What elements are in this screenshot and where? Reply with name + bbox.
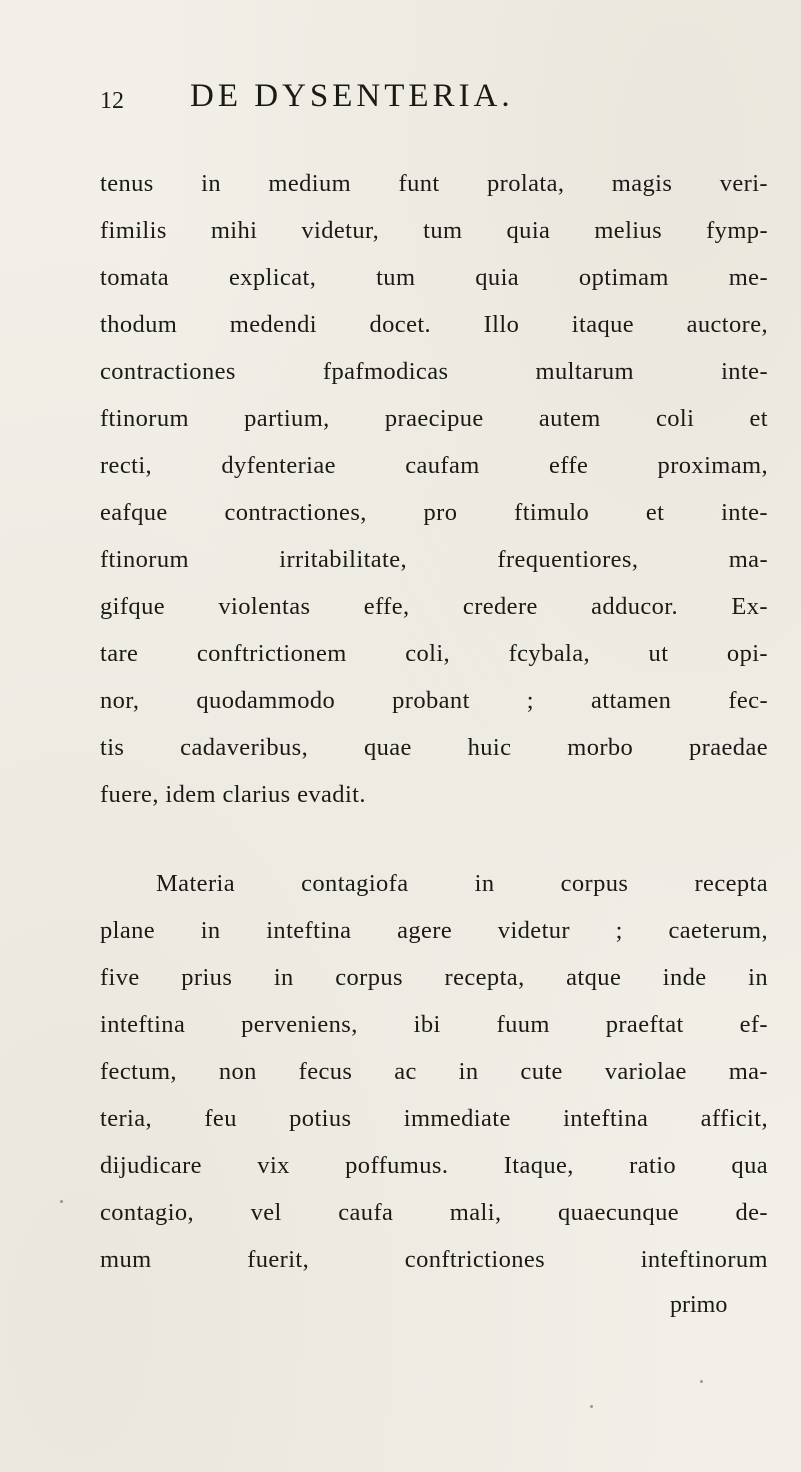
text-line: ftinorum irritabilitate, frequentiores, ma- bbox=[100, 546, 768, 573]
text-line: gifque violentas effe, credere adducor. Ex- bbox=[100, 593, 768, 620]
text-line: plane in inteftina agere videtur ; caeterum, bbox=[100, 917, 768, 944]
text-line: tare conftrictionem coli, fcybala, ut opi- bbox=[100, 640, 768, 667]
text-line: tis cadaveribus, quae huic morbo praedae bbox=[100, 734, 768, 761]
text-line: fuere, idem clarius evadit. bbox=[100, 781, 366, 808]
page-header bbox=[100, 78, 740, 122]
text-line: tomata explicat, tum quia optimam me- bbox=[100, 264, 768, 291]
paper-speck bbox=[700, 1380, 703, 1383]
text-line: Materia contagiofa in corpus recepta bbox=[156, 870, 768, 897]
text-line: nor, quodammodo probant ; attamen fec- bbox=[100, 687, 768, 714]
running-head: DE DYSENTERIA. bbox=[190, 78, 514, 114]
paragraph-1 bbox=[100, 160, 768, 818]
text-line: tenus in medium funt prolata, magis veri- bbox=[100, 170, 768, 197]
paragraph-2 bbox=[100, 860, 768, 1283]
text-line: contagio, vel caufa mali, quaecunque de- bbox=[100, 1199, 768, 1226]
text-line: recti, dyfenteriae caufam effe proximam, bbox=[100, 452, 768, 479]
paper-speck bbox=[590, 1405, 593, 1408]
text-line: inteftina perveniens, ibi fuum praeftat ef- bbox=[100, 1011, 768, 1038]
text-line: ftinorum partium, praecipue autem coli et bbox=[100, 405, 768, 432]
text-line: contractiones fpafmodicas multarum inte- bbox=[100, 358, 768, 385]
catchword: primo bbox=[670, 1292, 728, 1318]
page-number: 12 bbox=[100, 88, 124, 114]
text-line: fectum, non fecus ac in cute variolae ma- bbox=[100, 1058, 768, 1085]
paragraph-gap bbox=[100, 818, 768, 860]
body-text bbox=[100, 160, 768, 1283]
text-line: five prius in corpus recepta, atque inde in bbox=[100, 964, 768, 991]
text-line: mum fuerit, conftrictiones inteftinorum bbox=[100, 1246, 768, 1273]
paper-speck bbox=[60, 1200, 63, 1203]
text-line: thodum medendi docet. Illo itaque auctore, bbox=[100, 311, 768, 338]
text-line: teria, feu potius immediate inteftina afficit, bbox=[100, 1105, 768, 1132]
text-line: fimilis mihi videtur, tum quia melius fymp- bbox=[100, 217, 768, 244]
text-line: dijudicare vix poffumus. Itaque, ratio qua bbox=[100, 1152, 768, 1179]
text-line: eafque contractiones, pro ftimulo et inte- bbox=[100, 499, 768, 526]
